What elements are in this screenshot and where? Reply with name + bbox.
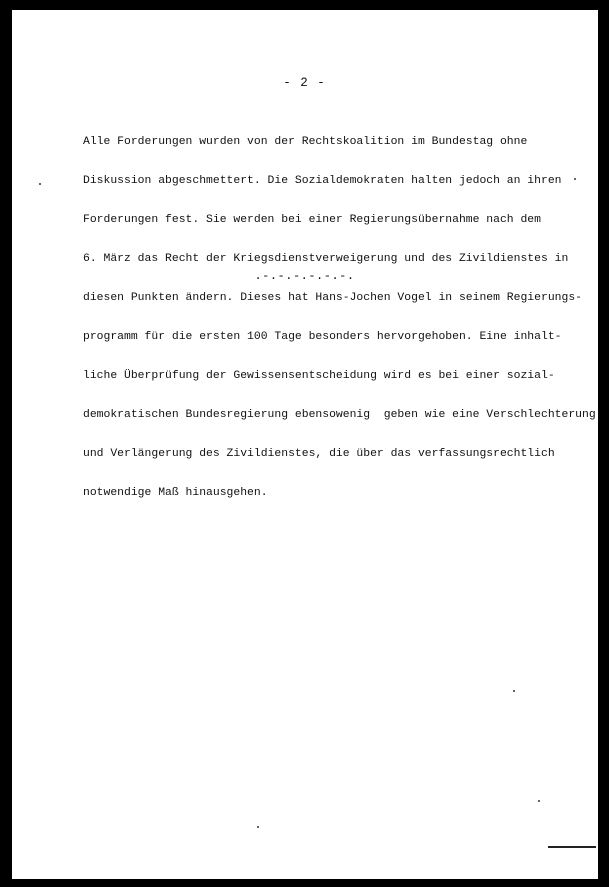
scan-speck [257,826,259,828]
paragraph-line: notwendige Maß hinausgehen. [83,487,268,499]
paragraph-line: 6. März das Recht der Kriegsdienstverweigerung und des Zivildienstes in [83,253,569,265]
paragraph-line: diesen Punkten ändern. Dieses hat Hans-Jochen Vogel in seinem Regierungs- [83,292,582,304]
section-separator: .-.-.-.-.-.-. [254,269,355,283]
scan-speck [574,178,576,180]
paragraph-line: Forderungen fest. Sie werden bei einer Regierungsübernahme nach dem [83,214,541,226]
paragraph-line: demokratischen Bundesregierung ebensowenig geben wie eine Verschlechterung [83,409,596,421]
paragraph-line: programm für die ersten 100 Tage besonders hervorgehoben. Eine inhalt- [83,331,562,343]
scan-speck [39,183,41,185]
paragraph-line: Alle Forderungen wurden von der Rechtskoalition im Bundestag ohne [83,136,528,148]
scan-speck [538,800,540,802]
paragraph-line: Diskussion abgeschmettert. Die Sozialdemokraten halten jedoch an ihren [83,175,562,187]
scan-mark [548,846,596,848]
paragraph-line: liche Überprüfung der Gewissensentscheidung wird es bei einer sozial- [83,370,555,382]
paragraph-line: und Verlängerung des Zivildienstes, die über das verfassungsrechtlich [83,448,555,460]
body-paragraph [83,110,596,513]
page-number: - 2 - [283,76,326,90]
scan-speck [513,690,515,692]
